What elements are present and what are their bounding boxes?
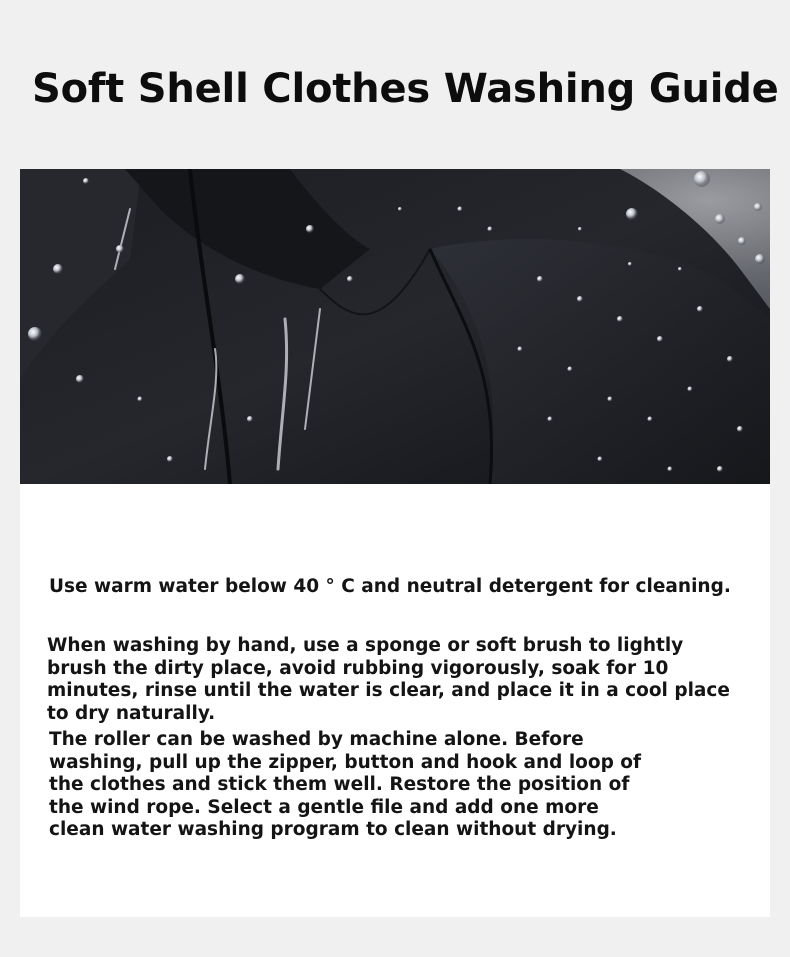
page-title: Soft Shell Clothes Washing Guide <box>32 66 779 112</box>
instruction-machine-wash: The roller can be washed by machine alone. Before washing, pull up the zipper, button and hook and loop of the clothes and stick them well. Restore the position of the wind rope. Select a gentle file and add one more clean water washing program to clean without drying. <box>49 729 642 840</box>
jacket-photo <box>20 169 770 484</box>
instruction-water-temperature: Use warm water below 40 ° C and neutral detergent for cleaning. <box>49 576 731 597</box>
instruction-hand-wash: When washing by hand, use a sponge or soft brush to lightly brush the dirty place, avoid rubbing vigorously, soak for 10 minutes, rinse until the water is clear, and place it in a cool place to dry naturally. <box>47 635 730 724</box>
guide-card <box>20 169 770 917</box>
